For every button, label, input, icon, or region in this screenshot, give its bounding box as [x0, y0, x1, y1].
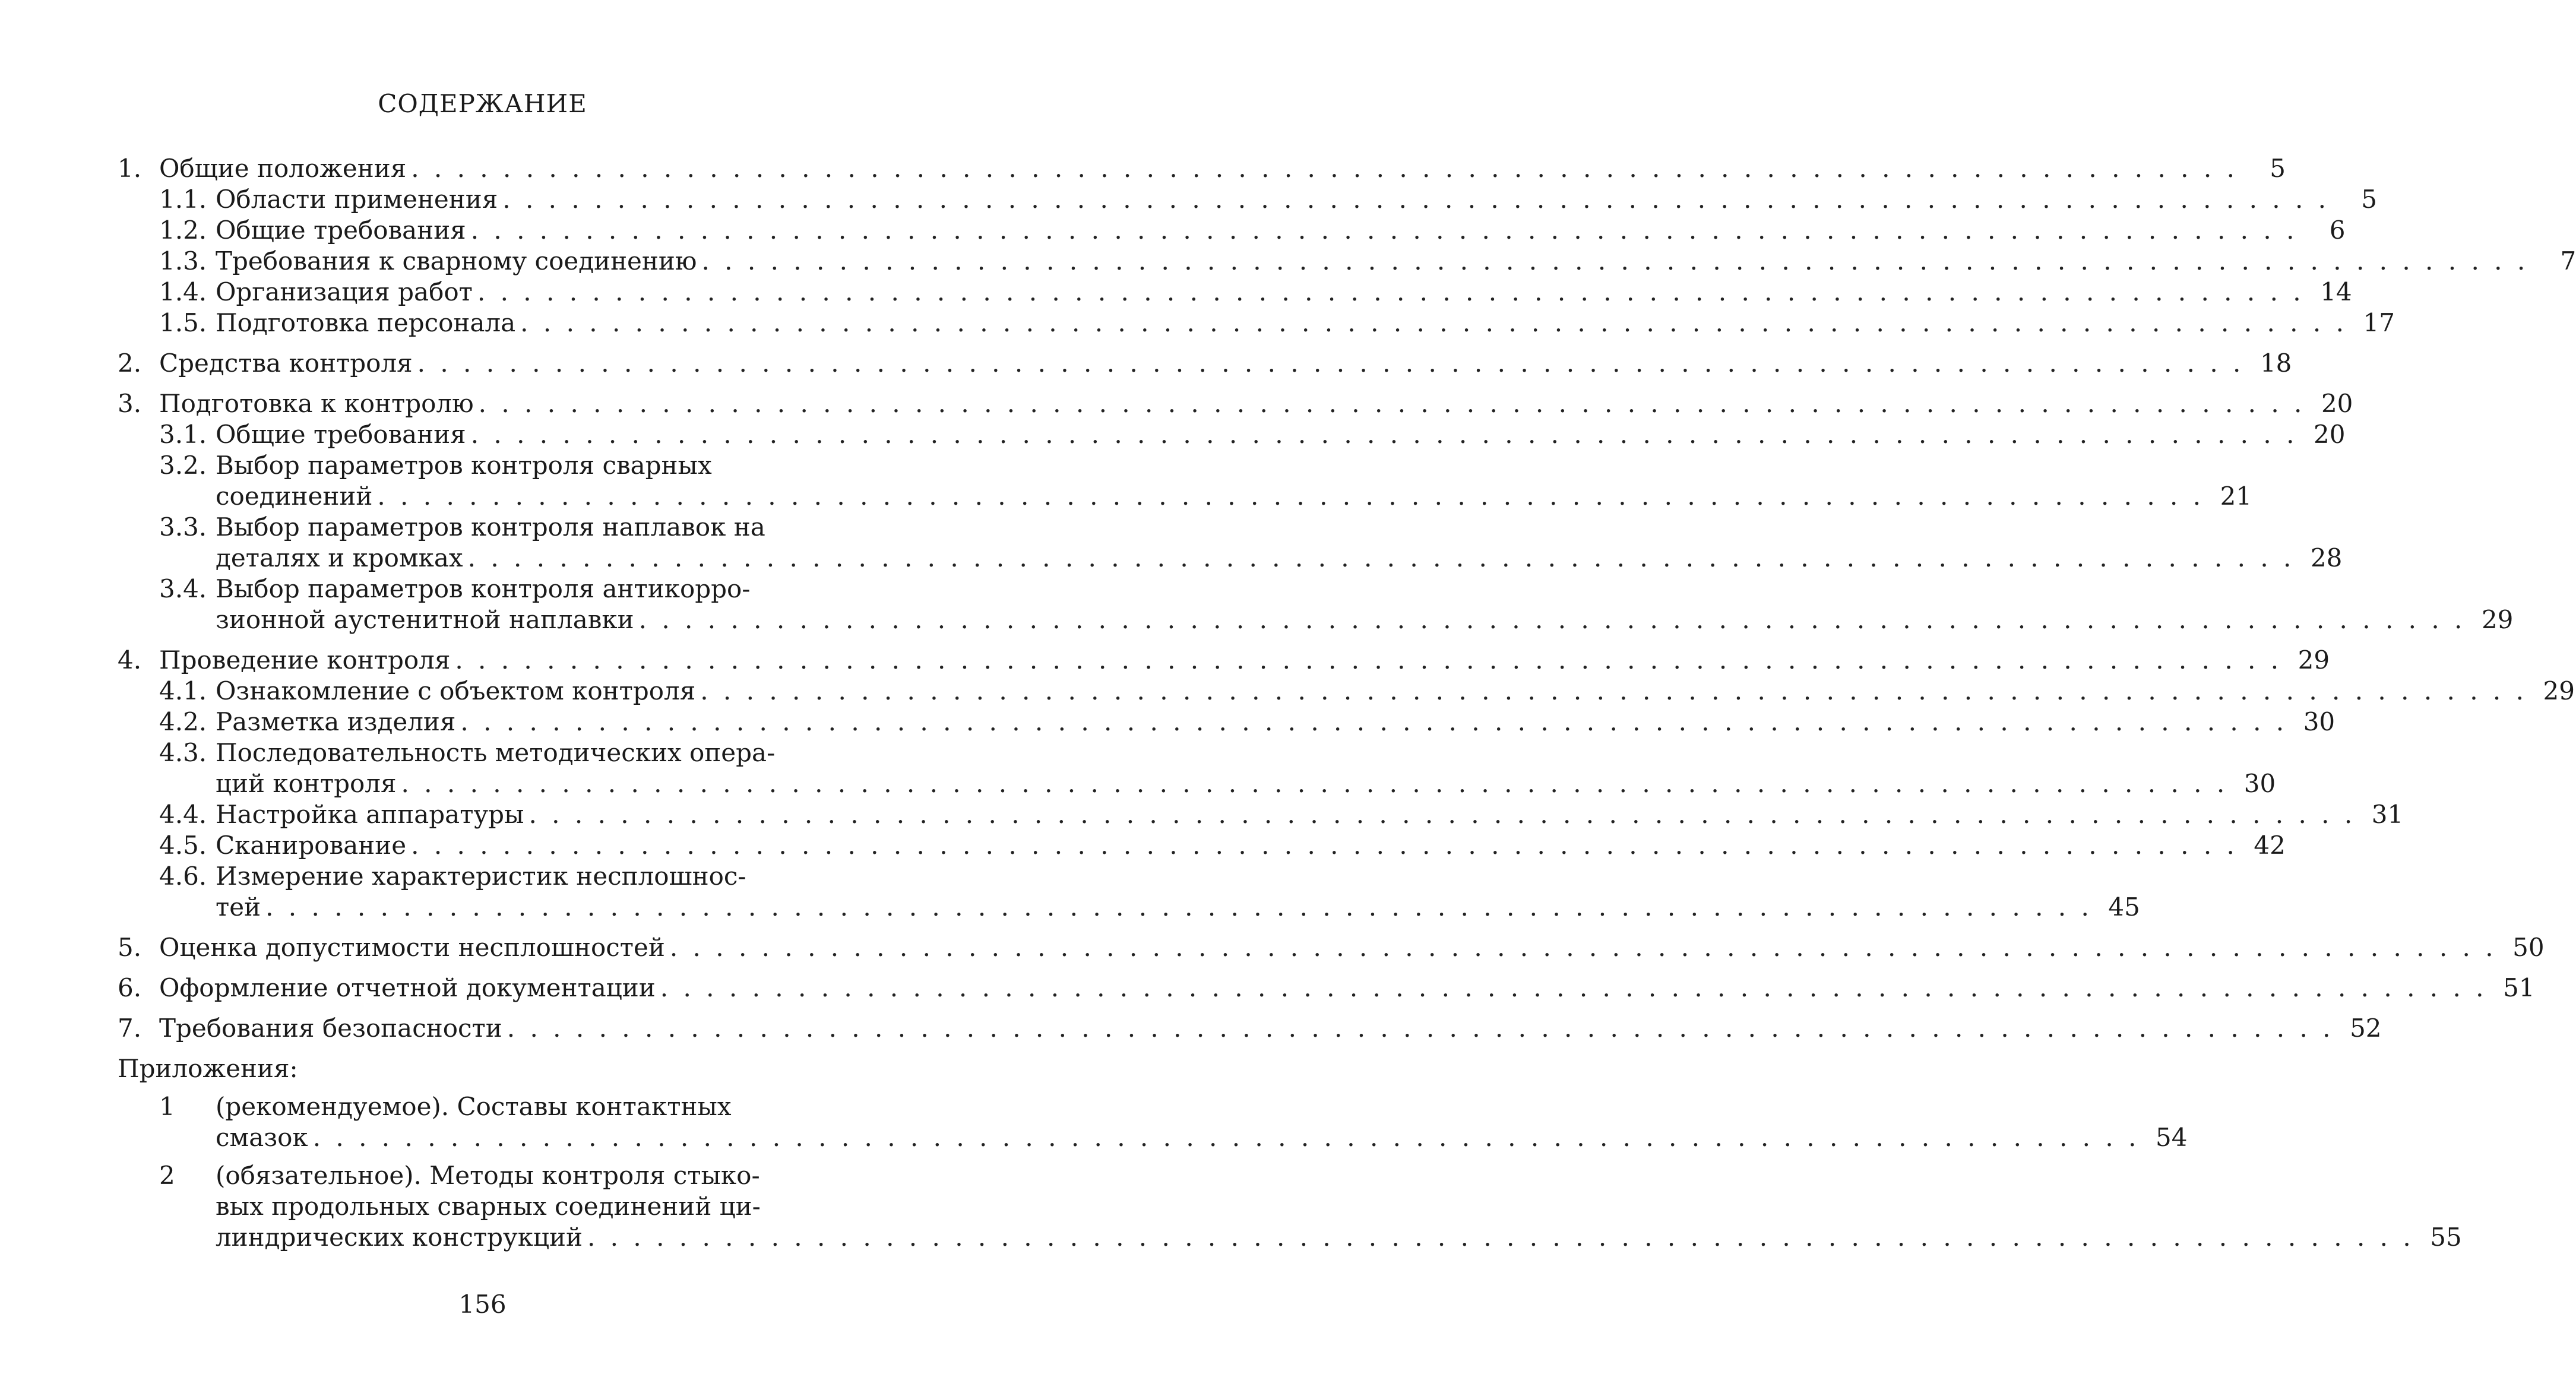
toc-entry-number: 4.6. — [159, 862, 207, 891]
toc-entry-continuation — [118, 1222, 2462, 1253]
toc-page-number: 20 — [2313, 420, 2346, 449]
toc-page-number: 42 — [2254, 831, 2286, 860]
toc-entry-number: 7. — [118, 1014, 142, 1043]
toc-entry-title: Последовательность методических опера- — [216, 738, 776, 767]
leader-dots: . . . . . . . . . . . . . . . . . . . . . . . . . . . . . . . . . . . . . . . . . . . . . . . . . . . . . . . . . . . . . . . . . . . . . . . . . . . . . . . . — [660, 973, 2488, 1002]
page-number: 156 — [458, 1290, 507, 1319]
toc-entry-title: Подготовка персонала — [216, 308, 516, 337]
toc-entry — [118, 861, 2140, 923]
toc-entry-title: Средства контроля — [159, 349, 413, 378]
toc-page-number: 7 — [2560, 246, 2576, 276]
leader-dots: . . . . . . . . . . . . . . . . . . . . . . . . . . . . . . . . . . . . . . . . . . . . . . . . . . . . . . . . . . . . . . . . . . . . . . . . . . . . . . . . — [417, 349, 2245, 378]
toc-entry-line — [118, 348, 2292, 379]
table-of-contents — [118, 153, 2576, 1253]
toc-page-number: 21 — [2220, 482, 2252, 511]
toc-entry-line — [159, 861, 771, 892]
toc-page-number: 20 — [2321, 389, 2353, 418]
toc-entry-title-continued: ций контроля — [216, 769, 397, 798]
toc-entry — [118, 676, 2575, 707]
leader-dots: . . . . . . . . . . . . . . . . . . . . . . . . . . . . . . . . . . . . . . . . . . . . . . . . . . . . . . . . . . . . . . . . . . . . . . . . . . . . . . . . — [265, 892, 2093, 922]
toc-entry-title: Ознакомление с объектом контроля — [216, 676, 696, 705]
toc-entry-title: Выбор параметров контроля наплавок на — [216, 512, 765, 542]
toc-entry-title-continued: соединений — [216, 482, 373, 511]
toc-entry-line — [159, 215, 2346, 246]
toc-page-number: 54 — [2155, 1123, 2188, 1152]
toc-entry-line — [159, 512, 771, 543]
toc-entry-line — [118, 973, 2535, 1003]
toc-page-number: 30 — [2243, 769, 2276, 798]
toc-entry-title: (рекомендуемое). Составы контактных — [216, 1092, 732, 1121]
leader-dots: . . . . . . . . . . . . . . . . . . . . . . . . . . . . . . . . . . . . . . . . . . . . . . . . . . . . . . . . . . . . . . . . . . . . . . . . . . . . . . . . — [470, 216, 2298, 245]
toc-entry-line — [118, 1013, 2382, 1044]
toc-entry-title: Измерение характеристик несплошнос- — [216, 862, 746, 891]
toc-entry — [118, 512, 2343, 574]
toc-entry-number: 1.3. — [159, 246, 207, 276]
leader-dots: . . . . . . . . . . . . . . . . . . . . . . . . . . . . . . . . . . . . . . . . . . . . . . . . . . . . . . . . . . . . . . . . . . . . . . . . . . . . . . . . — [507, 1014, 2334, 1043]
toc-entry-line — [118, 388, 2353, 419]
toc-entry-number: 6. — [118, 973, 142, 1002]
leader-dots: . . . . . . . . . . . . . . . . . . . . . . . . . . . . . . . . . . . . . . . . . . . . . . . . . . . . . . . . . . . . . . . . . . . . . . . . . . . . . . . . — [520, 308, 2347, 337]
toc-entry-number: 3. — [118, 389, 142, 418]
toc-entry-line — [159, 676, 2575, 707]
toc-entry-line — [118, 932, 2545, 963]
toc-entry-line — [159, 799, 2404, 830]
toc-page-number: 28 — [2310, 543, 2343, 572]
leader-dots: . . . . . . . . . . . . . . . . . . . . . . . . . . . . . . . . . . . . . . . . . . . . . . . . . . . . . . . . . . . . . . . . . . . . . . . . . . . . . . . . — [502, 185, 2330, 214]
toc-entry-continuation — [159, 604, 2514, 635]
toc-entry-line — [159, 419, 2346, 450]
toc-entry-number: 3.4. — [159, 574, 207, 603]
toc-page-number: 29 — [2543, 676, 2575, 705]
toc-entry-title: Области применения — [216, 185, 498, 214]
toc-entry-line — [159, 277, 2352, 308]
toc-entry-title-continued: линдрических конструкций — [216, 1223, 583, 1252]
toc-entry-title: Подготовка к контролю — [159, 389, 474, 418]
toc-entry-title: Разметка изделия — [216, 707, 456, 736]
toc-entry-number: 3.2. — [159, 451, 207, 480]
leader-dots: . . . . . . . . . . . . . . . . . . . . . . . . . . . . . . . . . . . . . . . . . . . . . . . . . . . . . . . . . . . . . . . . . . . . . . . . . . . . . . . . — [587, 1223, 2414, 1252]
toc-entry-line — [118, 1091, 771, 1122]
toc-entry-title: Сканирование — [216, 831, 407, 860]
toc-entry-line — [159, 450, 771, 481]
leader-dots: . . . . . . . . . . . . . . . . . . . . . . . . . . . . . . . . . . . . . . . . . . . . . . . . . . . . . . . . . . . . . . . . . . . . . . . . . . . . . . . . — [529, 800, 2356, 829]
toc-entry-number: 4.4. — [159, 800, 207, 829]
toc-entry-continuation — [159, 892, 2140, 923]
toc-entry — [118, 707, 2336, 737]
toc-entry-title: Требования к сварному соединению — [216, 246, 697, 276]
leader-dots: . . . . . . . . . . . . . . . . . . . . . . . . . . . . . . . . . . . . . . . . . . . . . . . . . . . . . . . . . . . . . . . . . . . . . . . . . . . . . . . . — [312, 1123, 2140, 1152]
toc-entry — [118, 277, 2352, 308]
toc-entry — [118, 799, 2404, 830]
toc-entry-title-continued: тей — [216, 892, 261, 922]
toc-entry — [118, 348, 2292, 379]
toc-entry-continuation — [159, 768, 2276, 799]
toc-entry — [118, 153, 2286, 184]
toc-entry-title: Общие требования — [216, 420, 466, 449]
toc-entry — [118, 450, 2252, 512]
toc-entry-title: Общие положения — [159, 154, 407, 183]
leader-dots: . . . . . . . . . . . . . . . . . . . . . . . . . . . . . . . . . . . . . . . . . . . . . . . . . . . . . . . . . . . . . . . . . . . . . . . . . . . . . . . . — [478, 389, 2306, 418]
toc-page-number: 5 — [2270, 154, 2286, 183]
toc-entry-line — [118, 1160, 771, 1191]
toc-entry-line — [159, 574, 771, 604]
page-title: СОДЕРЖАНИЕ — [378, 89, 587, 118]
leader-dots: . . . . . . . . . . . . . . . . . . . . . . . . . . . . . . . . . . . . . . . . . . . . . . . . . . . . . . . . . . . . . . . . . . . . . . . . . . . . . . . . — [700, 676, 2527, 705]
toc-entry-title: Выбор параметров контроля сварных — [216, 451, 712, 480]
toc-entry-continuation — [118, 1191, 771, 1222]
toc-entry-line — [118, 645, 2330, 676]
toc-entry-number: 1.5. — [159, 308, 207, 337]
leader-dots: . . . . . . . . . . . . . . . . . . . . . . . . . . . . . . . . . . . . . . . . . . . . . . . . . . . . . . . . . . . . . . . . . . . . . . . . . . . . . . . . — [701, 246, 2529, 276]
toc-entry-title-continued: деталях и кромках — [216, 543, 463, 572]
toc-page-number: 45 — [2108, 892, 2140, 922]
toc-entry-continuation — [159, 543, 2343, 574]
toc-entry — [118, 574, 2514, 635]
toc-entry-number: 1. — [118, 154, 142, 183]
leader-dots: . . . . . . . . . . . . . . . . . . . . . . . . . . . . . . . . . . . . . . . . . . . . . . . . . . . . . . . . . . . . . . . . . . . . . . . . . . . . . . . . — [470, 420, 2298, 449]
toc-entry-number: 5. — [118, 933, 142, 962]
toc-entry-line — [159, 707, 2336, 737]
toc-page-number: 50 — [2512, 933, 2545, 962]
toc-page-number: 31 — [2371, 800, 2404, 829]
toc-entry — [118, 645, 2330, 676]
toc-entry-number: 4.5. — [159, 831, 207, 860]
toc-entry — [118, 215, 2346, 246]
toc-entry-continuation — [159, 481, 2252, 512]
toc-entry-number: 4.2. — [159, 707, 207, 736]
toc-page-number: 6 — [2329, 216, 2346, 245]
toc-entry-number: 1 — [159, 1092, 175, 1121]
toc-entry-line — [159, 830, 2286, 861]
toc-page-number: 30 — [2303, 707, 2336, 736]
toc-page-number: 29 — [2481, 605, 2514, 634]
toc-entry-number: 1.4. — [159, 277, 207, 306]
toc-entry-title: (обязательное). Методы контроля стыко- — [216, 1161, 760, 1190]
toc-entry-number: 1.2. — [159, 216, 207, 245]
toc-entry-number: 3.1. — [159, 420, 207, 449]
toc-entry — [118, 737, 2276, 799]
toc-entry-line — [118, 153, 2286, 184]
toc-entry-title: Оформление отчетной документации — [159, 973, 656, 1002]
toc-entry-title: Общие требования — [216, 216, 466, 245]
toc-entry-line — [159, 737, 776, 768]
toc-page-number: 51 — [2503, 973, 2535, 1002]
toc-entry-number: 4.1. — [159, 676, 207, 705]
toc-entry — [118, 830, 2286, 861]
toc-entry-title-continued: вых продольных сварных соединений ци- — [216, 1192, 761, 1221]
toc-page-number: 14 — [2320, 277, 2352, 306]
toc-entry-number: 2 — [159, 1161, 175, 1190]
toc-entry — [118, 932, 2545, 963]
toc-entry-number: 4.3. — [159, 738, 207, 767]
toc-entry-number: 4. — [118, 645, 142, 675]
leader-dots: . . . . . . . . . . . . . . . . . . . . . . . . . . . . . . . . . . . . . . . . . . . . . . . . . . . . . . . . . . . . . . . . . . . . . . . . . . . . . . . . — [460, 707, 2288, 736]
toc-entry — [118, 419, 2346, 450]
leader-dots: . . . . . . . . . . . . . . . . . . . . . . . . . . . . . . . . . . . . . . . . . . . . . . . . . . . . . . . . . . . . . . . . . . . . . . . . . . . . . . . . — [401, 769, 2229, 798]
toc-page-number: 52 — [2350, 1014, 2382, 1043]
toc-entry-title: Организация работ — [216, 277, 473, 306]
toc-entry — [118, 388, 2353, 419]
appendix-entry — [118, 1091, 2188, 1153]
toc-entry-title: Требования безопасности — [159, 1014, 502, 1043]
leader-dots: . . . . . . . . . . . . . . . . . . . . . . . . . . . . . . . . . . . . . . . . . . . . . . . . . . . . . . . . . . . . . . . . . . . . . . . . . . . . . . . . — [411, 831, 2238, 860]
leader-dots: . . . . . . . . . . . . . . . . . . . . . . . . . . . . . . . . . . . . . . . . . . . . . . . . . . . . . . . . . . . . . . . . . . . . . . . . . . . . . . . . — [467, 543, 2295, 572]
toc-entry-title-continued: смазок — [216, 1123, 308, 1152]
toc-entry-title: Проведение контроля — [159, 645, 451, 675]
toc-entry — [118, 1013, 2382, 1044]
toc-entry-title: Выбор параметров контроля антикорро- — [216, 574, 751, 603]
leader-dots: . . . . . . . . . . . . . . . . . . . . . . . . . . . . . . . . . . . . . . . . . . . . . . . . . . . . . . . . . . . . . . . . . . . . . . . . . . . . . . . . — [455, 645, 2283, 675]
leader-dots: . . . . . . . . . . . . . . . . . . . . . . . . . . . . . . . . . . . . . . . . . . . . . . . . . . . . . . . . . . . . . . . . . . . . . . . . . . . . . . . . — [477, 277, 2305, 306]
toc-entry-continuation — [118, 1122, 2188, 1153]
toc-page-number: 55 — [2430, 1223, 2462, 1252]
appendix-heading: Приложения: — [118, 1054, 298, 1083]
toc-page-number: 5 — [2361, 185, 2378, 214]
leader-dots: . . . . . . . . . . . . . . . . . . . . . . . . . . . . . . . . . . . . . . . . . . . . . . . . . . . . . . . . . . . . . . . . . . . . . . . . . . . . . . . . — [377, 482, 2205, 511]
leader-dots: . . . . . . . . . . . . . . . . . . . . . . . . . . . . . . . . . . . . . . . . . . . . . . . . . . . . . . . . . . . . . . . . . . . . . . . . . . . . . . . . — [669, 933, 2497, 962]
toc-entry-number: 3.3. — [159, 512, 207, 542]
toc-page-number: 18 — [2259, 349, 2292, 378]
toc-entry-title: Оценка допустимости несплошностей — [159, 933, 665, 962]
leader-dots: . . . . . . . . . . . . . . . . . . . . . . . . . . . . . . . . . . . . . . . . . . . . . . . . . . . . . . . . . . . . . . . . . . . . . . . . . . . . . . . . — [638, 605, 2466, 634]
toc-entry-title: Настройка аппаратуры — [216, 800, 524, 829]
leader-dots: . . . . . . . . . . . . . . . . . . . . . . . . . . . . . . . . . . . . . . . . . . . . . . . . . . . . . . . . . . . . . . . . . . . . . . . . . . . . . . . . — [411, 154, 2238, 183]
toc-entry-line — [159, 184, 2378, 215]
toc-entry — [118, 973, 2535, 1003]
toc-entry-line — [159, 308, 2395, 338]
toc-entry-number: 1.1. — [159, 185, 207, 214]
toc-entry — [118, 246, 2576, 277]
appendix-entry — [118, 1160, 2462, 1253]
toc-entry-number: 2. — [118, 349, 142, 378]
toc-entry-line — [159, 246, 2576, 277]
toc-entry — [118, 184, 2378, 215]
toc-page-number: 29 — [2297, 645, 2330, 675]
toc-entry-title-continued: зионной аустенитной наплавки — [216, 605, 634, 634]
toc-page-number: 17 — [2363, 308, 2395, 337]
toc-entry — [118, 308, 2395, 338]
